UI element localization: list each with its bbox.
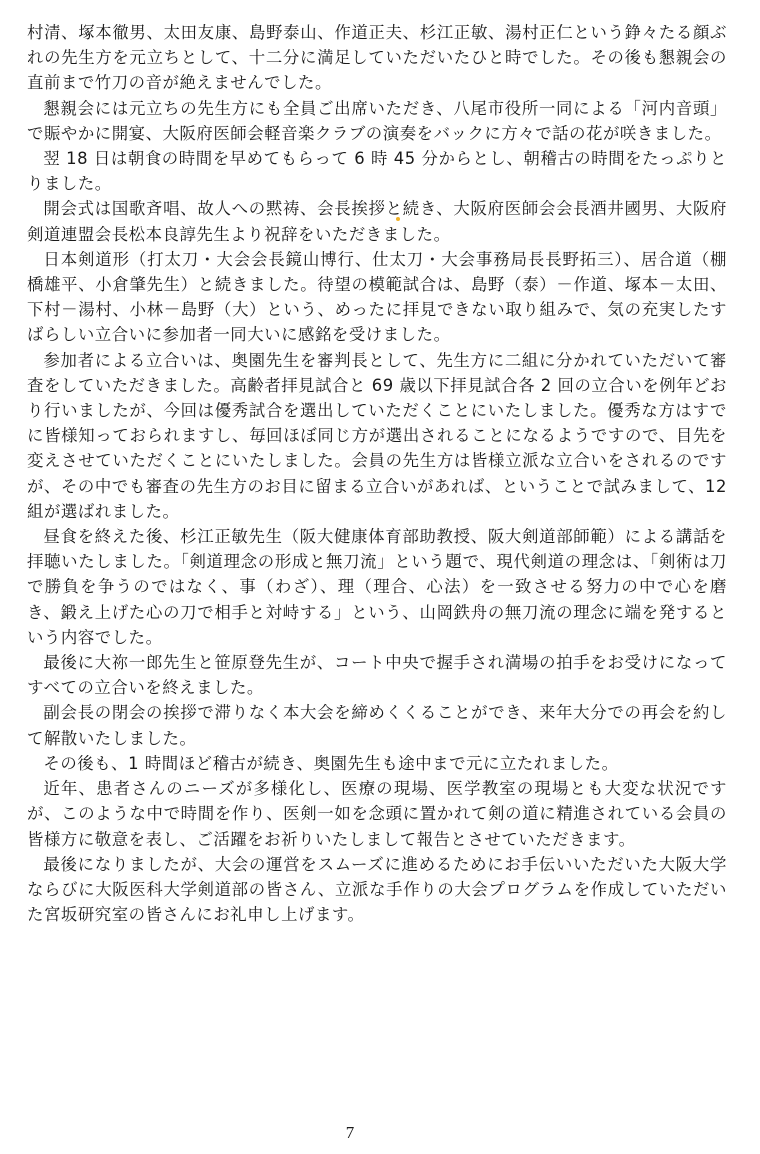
- paragraph: 開会式は国歌斉唱、故人への黙祷、会長挨拶と続き、大阪府医師会会長酒井國男、大阪府剣道連盟会長松本良諄先生より祝辞をいただきました。: [27, 199, 727, 244]
- paragraph: 最後になりましたが、大会の運営をスムーズに進めるためにお手伝いいただいた大阪大学ならびに大阪医科大学剣道部の皆さん、立派な手作りの大会プログラムを作成していただいた宮坂研究室の皆さんにお礼申し上げます。: [27, 854, 727, 925]
- paragraph: その後も、1 時間ほど稽古が続き、奥園先生も途中まで元に立たれました。: [43, 753, 619, 773]
- body-text: [27, 20, 727, 927]
- paragraph: 村清、塚本徹男、太田友康、島野泰山、作道正夫、杉江正敏、湯村正仁という錚々たる顔ぶれの先生方を元立ちとして、十二分に満足していただいたひと時でした。その後も懇親会の直前まで竹刀の音が絶えませんでした。: [27, 23, 727, 93]
- paragraph: 近年、患者さんのニーズが多様化し、医療の現場、医学教室の現場とも大変な状況ですが、このような中で時間を作り、医剣一如を念頭に置かれて剣の道に精進されている会員の皆様方に敬意を表し、ご活躍をお祈りいたしまして報告とさせていただきます。: [27, 779, 727, 849]
- paragraph: 参加者による立合いは、奥園先生を審判長として、先生方に二組に分かれていただいて審査をしていただきました。高齢者拝見試合と 69 歳以下拝見試合各 2 回の立合いを例年どおり行いましたが、今回は優秀試合を選出していただくことにいたしました。優秀な方はすでに皆様知っておられますし、毎回ほぼ同じ方が選出されることになるようですので、目先を変えさせていただくことにいたしました。会員の先生方は皆様立派な立合いをされるのですが、その中でも審査の先生方のお目に留まる立合いがあれば、ということで試みまして、12 組が選ばれました。: [27, 350, 727, 521]
- paragraph: 昼食を終えた後、杉江正敏先生（阪大健康体育部助教授、阪大剣道部師範）による講話を拝聴いたしました。「剣道理念の形成と無刀流」という題で、現代剣道の理念は、「剣術は刀で勝負を争うのではなく、事（わざ）、理（理合、心法）を一致させる努力の中で心を磨き、鍛え上げた心の刀で相手と対峙する」という、山岡鉄舟の無刀流の理念に端を発するという内容でした。: [27, 527, 727, 647]
- paragraph: 副会長の閉会の挨拶で滞りなく本大会を締めくくることができ、来年大分での再会を約して解散いたしました。: [27, 703, 727, 748]
- paragraph: 懇親会には元立ちの先生方にも全員ご出席いただき、八尾市役所一同による「河内音頭」で賑やかに開宴、大阪府医師会軽音楽クラブの演奏をバックに方々で話の花が咲きました。: [27, 98, 727, 143]
- paragraph: 翌 18 日は朝食の時間を早めてもらって 6 時 45 分からとし、朝稽古の時間をたっぷりとりました。: [27, 149, 727, 194]
- paragraph: 日本剣道形（打太刀・大会会長鏡山博行、仕太刀・大会事務局長長野拓三）、居合道（棚橋雄平、小倉肇先生）と続きました。待望の模範試合は、島野（泰）－作道、塚本－太田、下村－湯村、小林－島野（大）という、めったに拝見できない取り組みで、気の充実したすばらしい立合いに参加者一同大いに感銘を受けました。: [27, 249, 727, 345]
- paragraph: 最後に大祢一郎先生と笹原登先生が、コート中央で握手され満場の拍手をお受けになってすべての立合いを終えました。: [27, 653, 727, 698]
- page-number: 7: [345, 1123, 355, 1142]
